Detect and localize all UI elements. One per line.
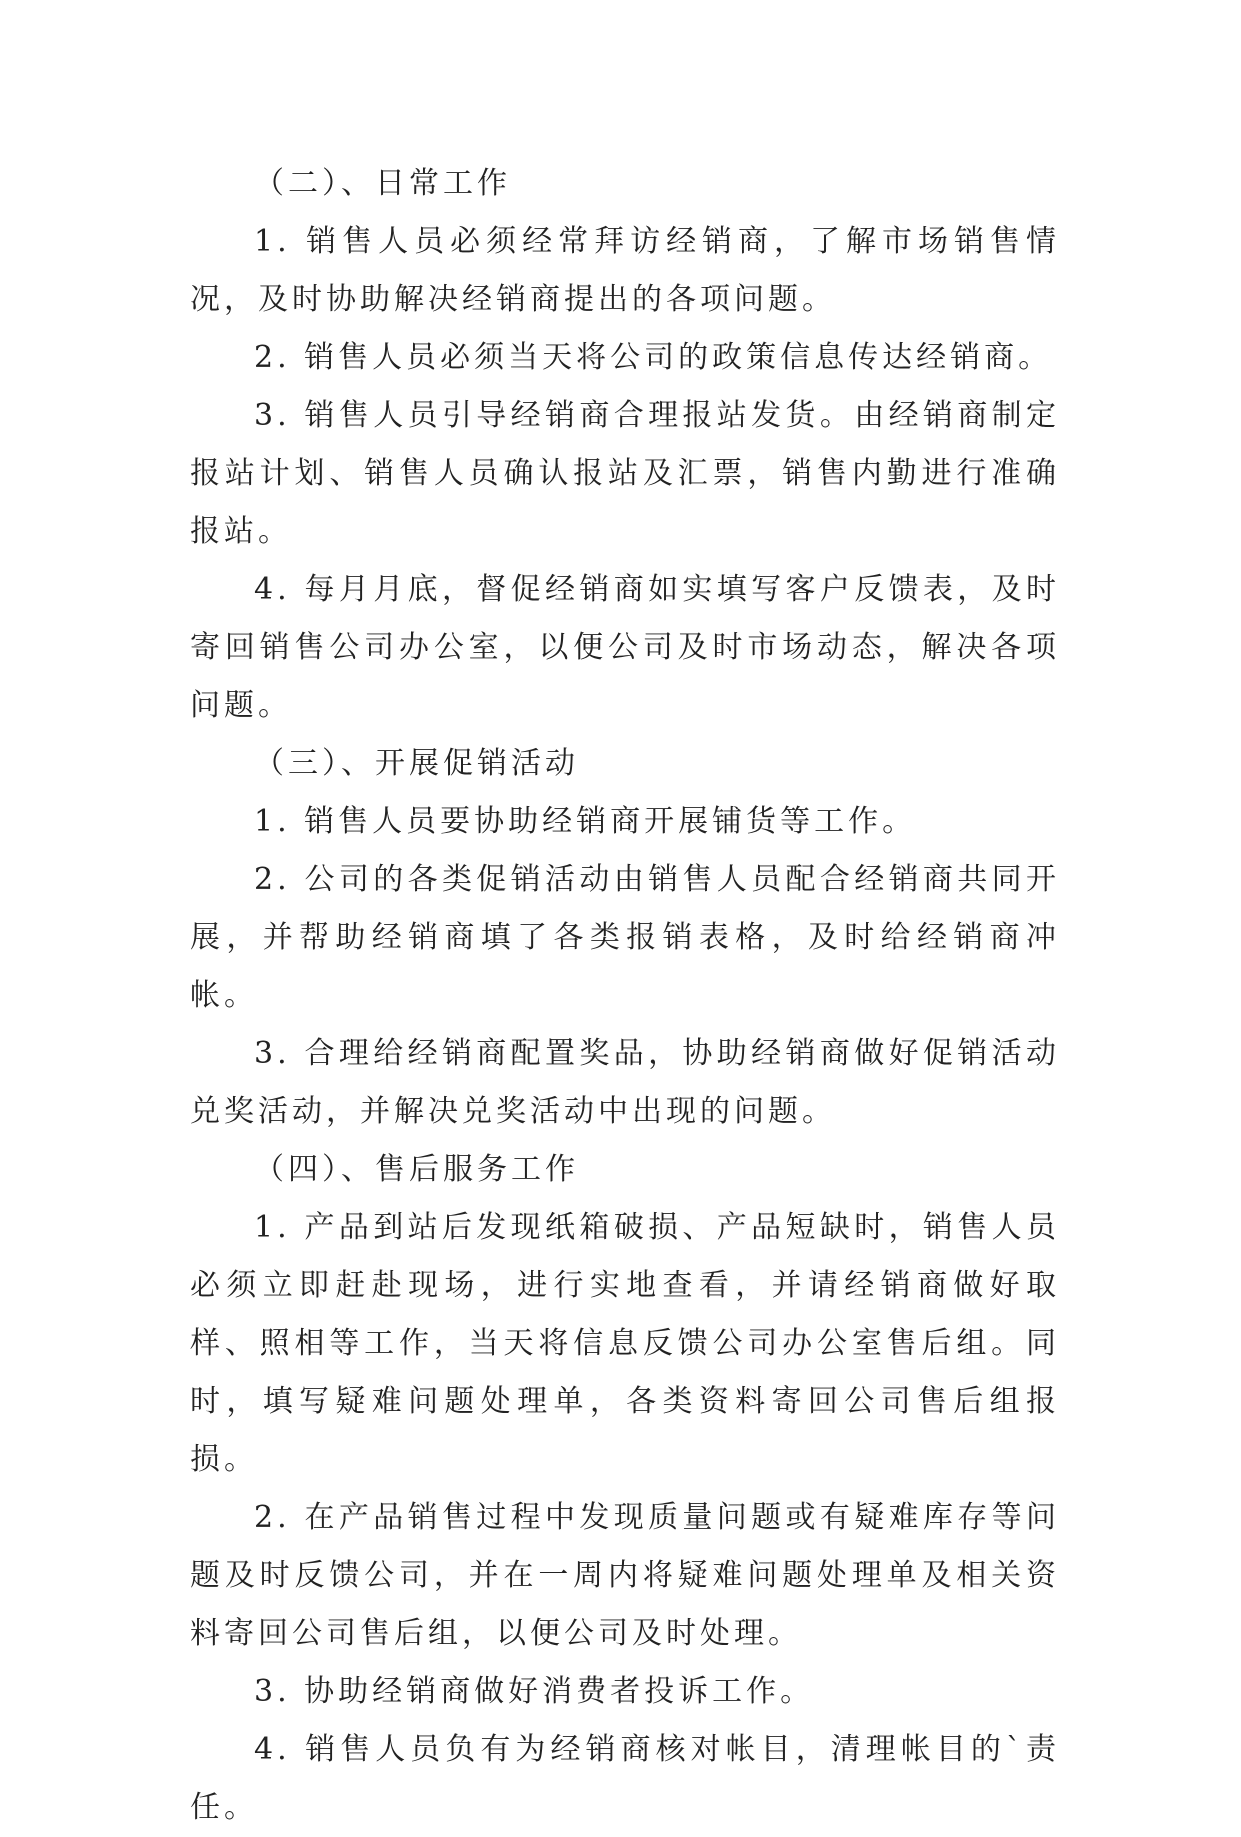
section-heading-promotion: （三）、开展促销活动 bbox=[254, 746, 579, 781]
document-body bbox=[190, 155, 1060, 1837]
paragraph: 2. 在产品销售过程中发现质量问题或有疑难库存等问题及时反馈公司，并在一周内将疑难问题处理单及相关资料寄回公司售后组，以便公司及时处理。 bbox=[190, 1500, 1060, 1651]
paragraph: 4. 每月月底，督促经销商如实填写客户反馈表，及时寄回销售公司办公室，以便公司及时市场动态，解决各项问题。 bbox=[190, 572, 1060, 723]
paragraph: 3. 销售人员引导经销商合理报站发货。由经销商制定报站计划、销售人员确认报站及汇票，销售内勤进行准确报站。 bbox=[190, 398, 1060, 549]
paragraph: 1. 销售人员必须经常拜访经销商，了解市场销售情况，及时协助解决经销商提出的各项问题。 bbox=[190, 224, 1060, 317]
paragraph: 1. 销售人员要协助经销商开展铺货等工作。 bbox=[254, 804, 917, 839]
paragraph: 3. 合理给经销商配置奖品，协助经销商做好促销活动兑奖活动，并解决兑奖活动中出现的问题。 bbox=[190, 1036, 1060, 1129]
section-heading-after-sales: （四）、售后服务工作 bbox=[254, 1152, 579, 1187]
paragraph: 1. 产品到站后发现纸箱破损、产品短缺时，销售人员必须立即赶赴现场，进行实地查看，并请经销商做好取样、照相等工作，当天将信息反馈公司办公室售后组。同时，填写疑难问题处理单，各类资料寄回公司售后组报损。 bbox=[190, 1210, 1060, 1477]
section-heading-daily-work: （二）、日常工作 bbox=[254, 166, 511, 201]
paragraph: 4. 销售人员负有为经销商核对帐目，清理帐目的`责任。 bbox=[190, 1732, 1060, 1825]
paragraph: 2. 公司的各类促销活动由销售人员配合经销商共同开展，并帮助经销商填了各类报销表格，及时给经销商冲帐。 bbox=[190, 862, 1060, 1013]
paragraph: 2. 销售人员必须当天将公司的政策信息传达经销商。 bbox=[254, 340, 1053, 375]
paragraph: 3. 协助经销商做好消费者投诉工作。 bbox=[254, 1674, 815, 1709]
